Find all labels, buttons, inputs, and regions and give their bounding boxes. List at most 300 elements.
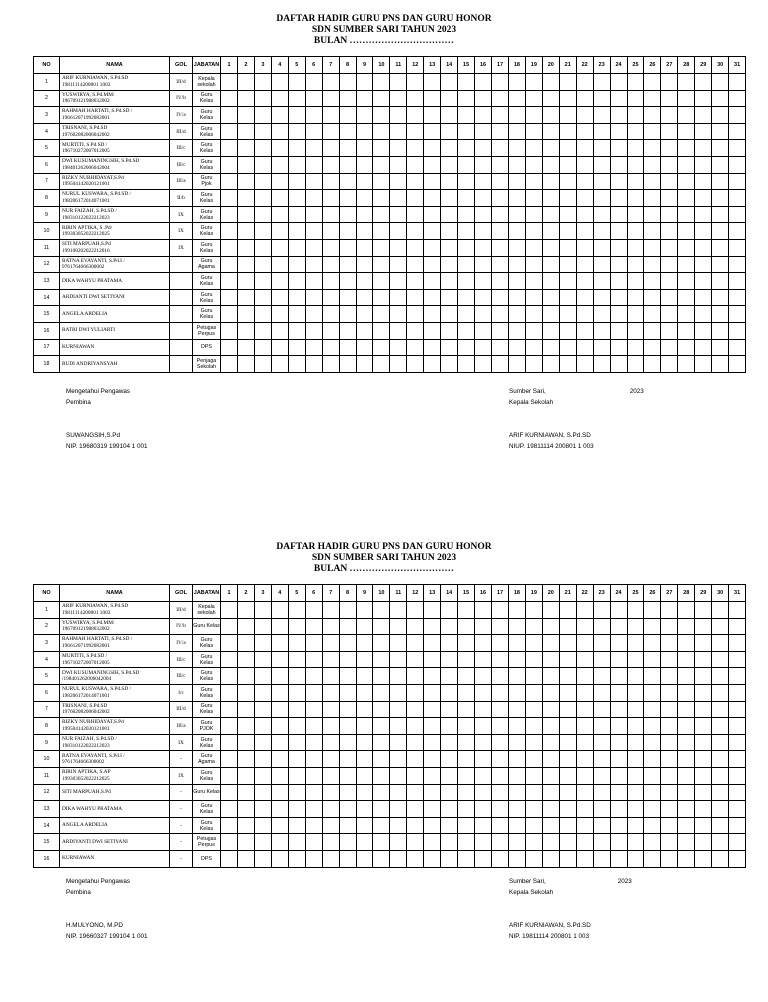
attendance-cell[interactable] [610, 156, 627, 173]
attendance-cell[interactable] [475, 74, 492, 91]
attendance-cell[interactable] [508, 206, 525, 223]
attendance-cell[interactable] [407, 767, 424, 784]
attendance-cell[interactable] [305, 834, 322, 851]
attendance-cell[interactable] [525, 140, 542, 157]
attendance-cell[interactable] [644, 834, 661, 851]
attendance-cell[interactable] [542, 801, 559, 818]
attendance-cell[interactable] [525, 701, 542, 718]
attendance-cell[interactable] [237, 239, 254, 256]
attendance-cell[interactable] [356, 701, 373, 718]
attendance-cell[interactable] [695, 223, 712, 240]
attendance-cell[interactable] [356, 801, 373, 818]
attendance-cell[interactable] [576, 618, 593, 635]
attendance-cell[interactable] [339, 289, 356, 306]
attendance-cell[interactable] [576, 306, 593, 323]
attendance-cell[interactable] [458, 602, 475, 619]
attendance-cell[interactable] [644, 140, 661, 157]
attendance-cell[interactable] [492, 801, 509, 818]
attendance-cell[interactable] [271, 74, 288, 91]
attendance-cell[interactable] [712, 322, 729, 339]
attendance-cell[interactable] [644, 156, 661, 173]
attendance-cell[interactable] [627, 767, 644, 784]
attendance-cell[interactable] [593, 339, 610, 356]
attendance-cell[interactable] [576, 322, 593, 339]
attendance-cell[interactable] [254, 651, 271, 668]
attendance-cell[interactable] [508, 306, 525, 323]
attendance-cell[interactable] [661, 156, 678, 173]
attendance-cell[interactable] [390, 767, 407, 784]
attendance-cell[interactable] [441, 239, 458, 256]
attendance-cell[interactable] [475, 339, 492, 356]
attendance-cell[interactable] [288, 256, 305, 273]
attendance-cell[interactable] [237, 306, 254, 323]
attendance-cell[interactable] [339, 223, 356, 240]
attendance-cell[interactable] [610, 602, 627, 619]
attendance-cell[interactable] [712, 668, 729, 685]
attendance-cell[interactable] [576, 339, 593, 356]
attendance-cell[interactable] [729, 273, 746, 290]
attendance-cell[interactable] [475, 668, 492, 685]
attendance-cell[interactable] [322, 668, 339, 685]
attendance-cell[interactable] [407, 850, 424, 867]
attendance-cell[interactable] [627, 289, 644, 306]
attendance-cell[interactable] [695, 767, 712, 784]
attendance-cell[interactable] [678, 322, 695, 339]
attendance-cell[interactable] [542, 223, 559, 240]
attendance-cell[interactable] [424, 767, 441, 784]
attendance-cell[interactable] [525, 718, 542, 735]
attendance-cell[interactable] [661, 784, 678, 801]
attendance-cell[interactable] [441, 801, 458, 818]
attendance-cell[interactable] [559, 306, 576, 323]
attendance-cell[interactable] [322, 718, 339, 735]
attendance-cell[interactable] [661, 239, 678, 256]
attendance-cell[interactable] [559, 602, 576, 619]
attendance-cell[interactable] [661, 256, 678, 273]
attendance-cell[interactable] [475, 784, 492, 801]
attendance-cell[interactable] [254, 801, 271, 818]
attendance-cell[interactable] [390, 289, 407, 306]
attendance-cell[interactable] [729, 74, 746, 91]
attendance-cell[interactable] [729, 834, 746, 851]
attendance-cell[interactable] [525, 751, 542, 768]
attendance-cell[interactable] [695, 684, 712, 701]
attendance-cell[interactable] [492, 784, 509, 801]
attendance-cell[interactable] [508, 173, 525, 190]
attendance-cell[interactable] [729, 107, 746, 124]
attendance-cell[interactable] [627, 339, 644, 356]
attendance-cell[interactable] [221, 718, 238, 735]
attendance-cell[interactable] [729, 206, 746, 223]
attendance-cell[interactable] [678, 850, 695, 867]
attendance-cell[interactable] [610, 356, 627, 373]
attendance-cell[interactable] [424, 817, 441, 834]
attendance-cell[interactable] [661, 339, 678, 356]
attendance-cell[interactable] [475, 767, 492, 784]
attendance-cell[interactable] [254, 190, 271, 207]
attendance-cell[interactable] [627, 322, 644, 339]
attendance-cell[interactable] [492, 734, 509, 751]
attendance-cell[interactable] [627, 173, 644, 190]
attendance-cell[interactable] [678, 668, 695, 685]
attendance-cell[interactable] [542, 289, 559, 306]
attendance-cell[interactable] [695, 339, 712, 356]
attendance-cell[interactable] [390, 834, 407, 851]
attendance-cell[interactable] [610, 223, 627, 240]
attendance-cell[interactable] [729, 850, 746, 867]
attendance-cell[interactable] [390, 273, 407, 290]
attendance-cell[interactable] [525, 322, 542, 339]
attendance-cell[interactable] [695, 206, 712, 223]
attendance-cell[interactable] [559, 322, 576, 339]
attendance-cell[interactable] [288, 206, 305, 223]
attendance-cell[interactable] [559, 339, 576, 356]
attendance-cell[interactable] [508, 834, 525, 851]
attendance-cell[interactable] [661, 618, 678, 635]
attendance-cell[interactable] [288, 801, 305, 818]
attendance-cell[interactable] [475, 751, 492, 768]
attendance-cell[interactable] [593, 140, 610, 157]
attendance-cell[interactable] [356, 784, 373, 801]
attendance-cell[interactable] [322, 817, 339, 834]
attendance-cell[interactable] [221, 206, 238, 223]
attendance-cell[interactable] [644, 651, 661, 668]
attendance-cell[interactable] [237, 850, 254, 867]
attendance-cell[interactable] [441, 306, 458, 323]
attendance-cell[interactable] [475, 206, 492, 223]
attendance-cell[interactable] [695, 273, 712, 290]
attendance-cell[interactable] [559, 751, 576, 768]
attendance-cell[interactable] [610, 651, 627, 668]
attendance-cell[interactable] [525, 190, 542, 207]
attendance-cell[interactable] [610, 140, 627, 157]
attendance-cell[interactable] [305, 173, 322, 190]
attendance-cell[interactable] [237, 817, 254, 834]
attendance-cell[interactable] [729, 602, 746, 619]
attendance-cell[interactable] [424, 784, 441, 801]
attendance-cell[interactable] [441, 289, 458, 306]
attendance-cell[interactable] [305, 74, 322, 91]
attendance-cell[interactable] [288, 322, 305, 339]
attendance-cell[interactable] [458, 751, 475, 768]
attendance-cell[interactable] [424, 190, 441, 207]
attendance-cell[interactable] [356, 356, 373, 373]
attendance-cell[interactable] [712, 173, 729, 190]
attendance-cell[interactable] [559, 190, 576, 207]
attendance-cell[interactable] [644, 206, 661, 223]
attendance-cell[interactable] [237, 767, 254, 784]
attendance-cell[interactable] [356, 651, 373, 668]
attendance-cell[interactable] [322, 801, 339, 818]
attendance-cell[interactable] [678, 618, 695, 635]
attendance-cell[interactable] [288, 784, 305, 801]
attendance-cell[interactable] [712, 718, 729, 735]
attendance-cell[interactable] [593, 635, 610, 652]
attendance-cell[interactable] [661, 701, 678, 718]
attendance-cell[interactable] [475, 273, 492, 290]
attendance-cell[interactable] [288, 850, 305, 867]
attendance-cell[interactable] [356, 223, 373, 240]
attendance-cell[interactable] [441, 156, 458, 173]
attendance-cell[interactable] [712, 107, 729, 124]
attendance-cell[interactable] [407, 256, 424, 273]
attendance-cell[interactable] [712, 90, 729, 107]
attendance-cell[interactable] [458, 190, 475, 207]
attendance-cell[interactable] [593, 273, 610, 290]
attendance-cell[interactable] [356, 751, 373, 768]
attendance-cell[interactable] [254, 90, 271, 107]
attendance-cell[interactable] [610, 784, 627, 801]
attendance-cell[interactable] [373, 339, 390, 356]
attendance-cell[interactable] [305, 635, 322, 652]
attendance-cell[interactable] [305, 801, 322, 818]
attendance-cell[interactable] [305, 701, 322, 718]
attendance-cell[interactable] [627, 618, 644, 635]
attendance-cell[interactable] [407, 90, 424, 107]
attendance-cell[interactable] [458, 668, 475, 685]
attendance-cell[interactable] [576, 651, 593, 668]
attendance-cell[interactable] [373, 239, 390, 256]
attendance-cell[interactable] [237, 701, 254, 718]
attendance-cell[interactable] [237, 834, 254, 851]
attendance-cell[interactable] [407, 206, 424, 223]
attendance-cell[interactable] [373, 618, 390, 635]
attendance-cell[interactable] [627, 701, 644, 718]
attendance-cell[interactable] [221, 273, 238, 290]
attendance-cell[interactable] [525, 256, 542, 273]
attendance-cell[interactable] [508, 223, 525, 240]
attendance-cell[interactable] [475, 123, 492, 140]
attendance-cell[interactable] [678, 123, 695, 140]
attendance-cell[interactable] [525, 618, 542, 635]
attendance-cell[interactable] [339, 668, 356, 685]
attendance-cell[interactable] [508, 767, 525, 784]
attendance-cell[interactable] [508, 784, 525, 801]
attendance-cell[interactable] [542, 684, 559, 701]
attendance-cell[interactable] [525, 273, 542, 290]
attendance-cell[interactable] [254, 356, 271, 373]
attendance-cell[interactable] [305, 206, 322, 223]
attendance-cell[interactable] [644, 784, 661, 801]
attendance-cell[interactable] [678, 635, 695, 652]
attendance-cell[interactable] [729, 239, 746, 256]
attendance-cell[interactable] [271, 684, 288, 701]
attendance-cell[interactable] [593, 289, 610, 306]
attendance-cell[interactable] [305, 668, 322, 685]
attendance-cell[interactable] [678, 701, 695, 718]
attendance-cell[interactable] [729, 784, 746, 801]
attendance-cell[interactable] [221, 668, 238, 685]
attendance-cell[interactable] [627, 635, 644, 652]
attendance-cell[interactable] [407, 784, 424, 801]
attendance-cell[interactable] [542, 256, 559, 273]
attendance-cell[interactable] [424, 651, 441, 668]
attendance-cell[interactable] [407, 74, 424, 91]
attendance-cell[interactable] [644, 190, 661, 207]
attendance-cell[interactable] [322, 322, 339, 339]
attendance-cell[interactable] [678, 834, 695, 851]
attendance-cell[interactable] [373, 322, 390, 339]
attendance-cell[interactable] [339, 834, 356, 851]
attendance-cell[interactable] [695, 850, 712, 867]
attendance-cell[interactable] [254, 751, 271, 768]
attendance-cell[interactable] [424, 850, 441, 867]
attendance-cell[interactable] [271, 306, 288, 323]
attendance-cell[interactable] [661, 356, 678, 373]
attendance-cell[interactable] [542, 701, 559, 718]
attendance-cell[interactable] [593, 751, 610, 768]
attendance-cell[interactable] [559, 850, 576, 867]
attendance-cell[interactable] [390, 651, 407, 668]
attendance-cell[interactable] [678, 767, 695, 784]
attendance-cell[interactable] [221, 356, 238, 373]
attendance-cell[interactable] [254, 239, 271, 256]
attendance-cell[interactable] [237, 668, 254, 685]
attendance-cell[interactable] [610, 206, 627, 223]
attendance-cell[interactable] [492, 718, 509, 735]
attendance-cell[interactable] [661, 801, 678, 818]
attendance-cell[interactable] [441, 684, 458, 701]
attendance-cell[interactable] [576, 239, 593, 256]
attendance-cell[interactable] [627, 602, 644, 619]
attendance-cell[interactable] [221, 74, 238, 91]
attendance-cell[interactable] [678, 602, 695, 619]
attendance-cell[interactable] [559, 668, 576, 685]
attendance-cell[interactable] [390, 356, 407, 373]
attendance-cell[interactable] [356, 817, 373, 834]
attendance-cell[interactable] [576, 850, 593, 867]
attendance-cell[interactable] [729, 684, 746, 701]
attendance-cell[interactable] [458, 339, 475, 356]
attendance-cell[interactable] [695, 635, 712, 652]
attendance-cell[interactable] [407, 140, 424, 157]
attendance-cell[interactable] [322, 90, 339, 107]
attendance-cell[interactable] [271, 123, 288, 140]
attendance-cell[interactable] [525, 223, 542, 240]
attendance-cell[interactable] [458, 834, 475, 851]
attendance-cell[interactable] [593, 256, 610, 273]
attendance-cell[interactable] [322, 123, 339, 140]
attendance-cell[interactable] [593, 602, 610, 619]
attendance-cell[interactable] [271, 322, 288, 339]
attendance-cell[interactable] [458, 718, 475, 735]
attendance-cell[interactable] [288, 718, 305, 735]
attendance-cell[interactable] [576, 801, 593, 818]
attendance-cell[interactable] [322, 356, 339, 373]
attendance-cell[interactable] [356, 239, 373, 256]
attendance-cell[interactable] [712, 701, 729, 718]
attendance-cell[interactable] [525, 339, 542, 356]
attendance-cell[interactable] [407, 734, 424, 751]
attendance-cell[interactable] [254, 618, 271, 635]
attendance-cell[interactable] [339, 651, 356, 668]
attendance-cell[interactable] [492, 273, 509, 290]
attendance-cell[interactable] [593, 834, 610, 851]
attendance-cell[interactable] [373, 156, 390, 173]
attendance-cell[interactable] [305, 784, 322, 801]
attendance-cell[interactable] [661, 140, 678, 157]
attendance-cell[interactable] [525, 90, 542, 107]
attendance-cell[interactable] [542, 190, 559, 207]
attendance-cell[interactable] [559, 156, 576, 173]
attendance-cell[interactable] [576, 156, 593, 173]
attendance-cell[interactable] [288, 190, 305, 207]
attendance-cell[interactable] [576, 173, 593, 190]
attendance-cell[interactable] [458, 684, 475, 701]
attendance-cell[interactable] [712, 123, 729, 140]
attendance-cell[interactable] [475, 834, 492, 851]
attendance-cell[interactable] [271, 668, 288, 685]
attendance-cell[interactable] [644, 74, 661, 91]
attendance-cell[interactable] [356, 90, 373, 107]
attendance-cell[interactable] [356, 734, 373, 751]
attendance-cell[interactable] [475, 223, 492, 240]
attendance-cell[interactable] [729, 801, 746, 818]
attendance-cell[interactable] [237, 173, 254, 190]
attendance-cell[interactable] [644, 107, 661, 124]
attendance-cell[interactable] [441, 784, 458, 801]
attendance-cell[interactable] [271, 256, 288, 273]
attendance-cell[interactable] [441, 635, 458, 652]
attendance-cell[interactable] [305, 322, 322, 339]
attendance-cell[interactable] [644, 223, 661, 240]
attendance-cell[interactable] [288, 74, 305, 91]
attendance-cell[interactable] [610, 684, 627, 701]
attendance-cell[interactable] [661, 306, 678, 323]
attendance-cell[interactable] [559, 289, 576, 306]
attendance-cell[interactable] [729, 734, 746, 751]
attendance-cell[interactable] [288, 173, 305, 190]
attendance-cell[interactable] [424, 322, 441, 339]
attendance-cell[interactable] [627, 718, 644, 735]
attendance-cell[interactable] [254, 817, 271, 834]
attendance-cell[interactable] [271, 190, 288, 207]
attendance-cell[interactable] [593, 190, 610, 207]
attendance-cell[interactable] [492, 850, 509, 867]
attendance-cell[interactable] [661, 635, 678, 652]
attendance-cell[interactable] [356, 74, 373, 91]
attendance-cell[interactable] [559, 784, 576, 801]
attendance-cell[interactable] [237, 90, 254, 107]
attendance-cell[interactable] [254, 206, 271, 223]
attendance-cell[interactable] [492, 684, 509, 701]
attendance-cell[interactable] [576, 107, 593, 124]
attendance-cell[interactable] [254, 322, 271, 339]
attendance-cell[interactable] [678, 801, 695, 818]
attendance-cell[interactable] [339, 339, 356, 356]
attendance-cell[interactable] [305, 651, 322, 668]
attendance-cell[interactable] [339, 239, 356, 256]
attendance-cell[interactable] [492, 635, 509, 652]
attendance-cell[interactable] [525, 74, 542, 91]
attendance-cell[interactable] [508, 701, 525, 718]
attendance-cell[interactable] [237, 190, 254, 207]
attendance-cell[interactable] [356, 767, 373, 784]
attendance-cell[interactable] [627, 190, 644, 207]
attendance-cell[interactable] [441, 322, 458, 339]
attendance-cell[interactable] [542, 107, 559, 124]
attendance-cell[interactable] [492, 701, 509, 718]
attendance-cell[interactable] [458, 817, 475, 834]
attendance-cell[interactable] [254, 306, 271, 323]
attendance-cell[interactable] [576, 123, 593, 140]
attendance-cell[interactable] [271, 618, 288, 635]
attendance-cell[interactable] [661, 190, 678, 207]
attendance-cell[interactable] [407, 356, 424, 373]
attendance-cell[interactable] [424, 356, 441, 373]
attendance-cell[interactable] [221, 256, 238, 273]
attendance-cell[interactable] [356, 206, 373, 223]
